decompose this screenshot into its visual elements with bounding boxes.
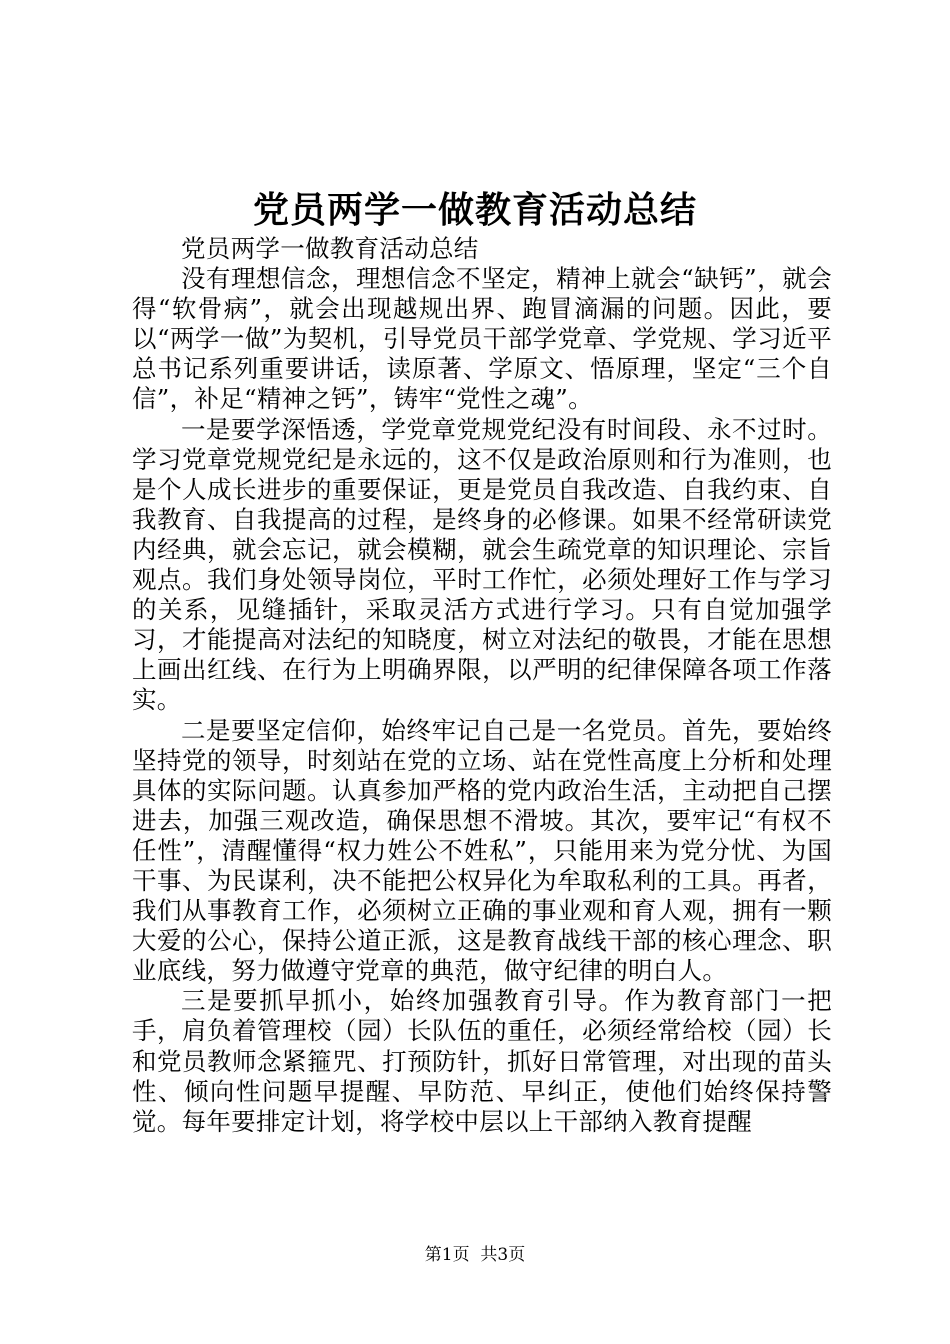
page-total: 共3页 <box>480 1245 526 1265</box>
page-footer <box>0 1244 950 1266</box>
paragraph-point-one: 一是要学深悟透，学党章党规党纪没有时间段、永不过时。学习党章党规党纪是永远的，这不仅是政治原则和行为准则，也是个人成长进步的重要保证，更是党员自我改造、自我约束、自我教育、自我提高的过程，是终身的必修课。如果不经常研读党内经典，就会忘记，就会模糊，就会生疏党章的知识理论、宗旨观点。我们身处领导岗位，平时工作忙，必须处理好工作与学习的关系，见缝插针，采取灵活方式进行学习。只有自觉加强学习，才能提高对法纪的知晓度，树立对法纪的敬畏，才能在思想上画出红线、在行为上明确界限，以严明的纪律保障各项工作落实。 <box>132 414 832 715</box>
page-number: 第1页 <box>424 1245 470 1265</box>
document-title: 党员两学一做教育活动总结 <box>252 189 697 231</box>
paragraph-point-two: 二是要坚定信仰，始终牢记自己是一名党员。首先，要始终坚持党的领导，时刻站在党的立场、站在党性高度上分析和处理具体的实际问题。认真参加严格的党内政治生活，主动把自己摆进去，加强三观改造，确保思想不滑坡。其次，要牢记“有权不任性”，清醒懂得“权力姓公不姓私”，只能用来为党分忧、为国干事、为民谋利，决不能把公权异化为牟取私利的工具。再者，我们从事教育工作，必须树立正确的事业观和育人观，拥有一颗大爱的公心，保持公道正派，这是教育战线干部的核心理念、职业底线，努力做遵守党章的典范，做守纪律的明白人。 <box>132 715 832 986</box>
paragraph-intro: 没有理想信念，理想信念不坚定，精神上就会“缺钙”，就会得“软骨病”，就会出现越规出界、跑冒滴漏的问题。因此，要以“两学一做”为契机，引导党员干部学党章、学党规、学习近平总书记系列重要讲话，读原著、学原文、悟原理，坚定“三个自信”，补足“精神之钙”，铸牢“党性之魂”。 <box>132 264 832 414</box>
paragraph-point-three: 三是要抓早抓小，始终加强教育引导。作为教育部门一把手，肩负着管理校（园）长队伍的重任，必须经常给校（园）长和党员教师念紧箍咒、打预防针，抓好日常管理，对出现的苗头性、倾向性问题早提醒、早防范、早纠正，使他们始终保持警觉。每年要排定计划，将学校中层以上干部纳入教育提醒 <box>132 986 832 1136</box>
document-body <box>132 234 832 1137</box>
document-subtitle: 党员两学一做教育活动总结 <box>181 234 479 263</box>
